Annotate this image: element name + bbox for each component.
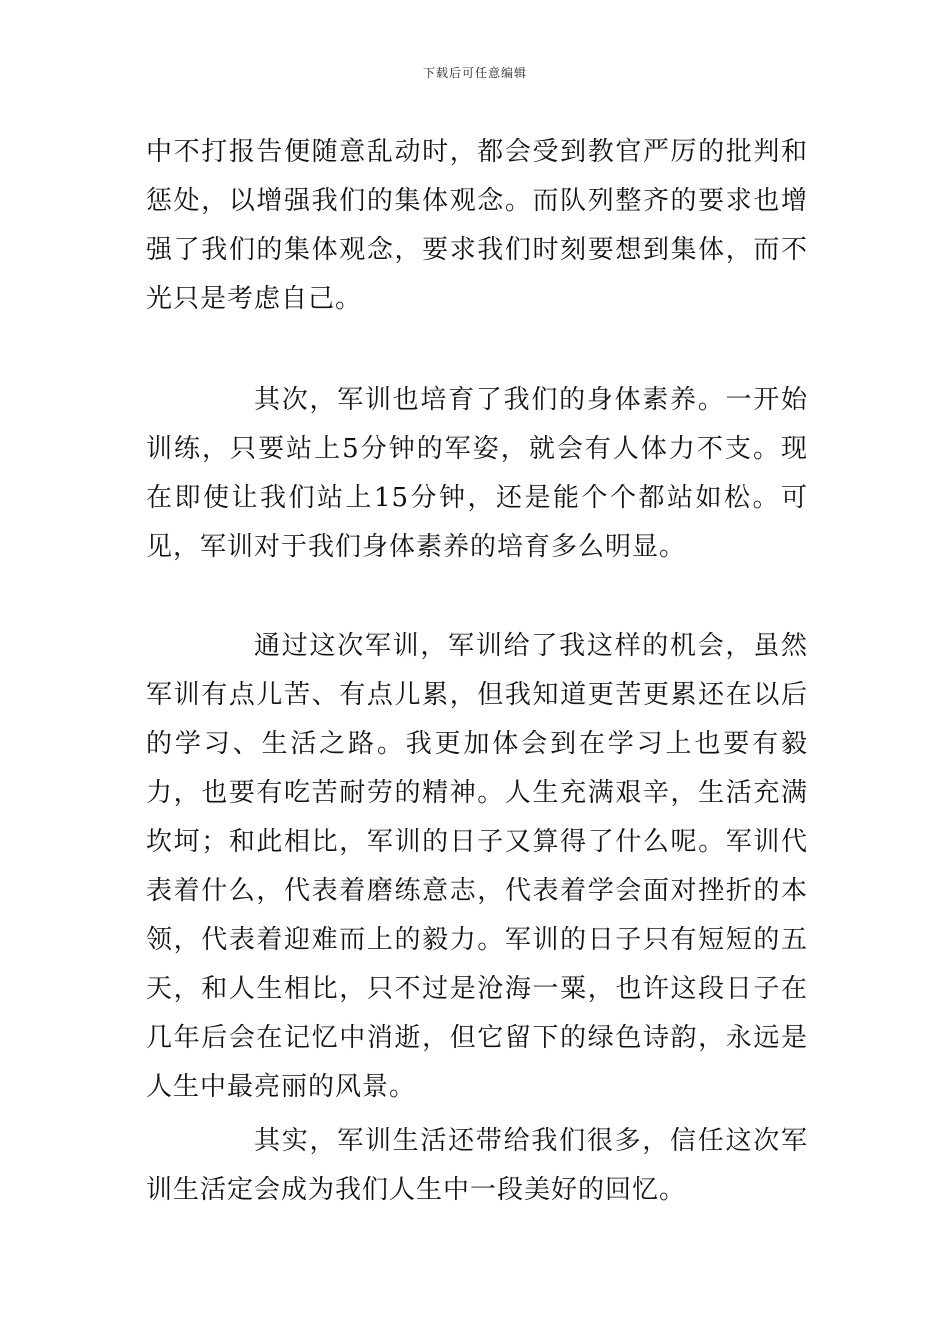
paragraph-continuation: 中不打报告便随意乱动时，都会受到教官严厉的批判和惩处，以增强我们的集体观念。而队列整齐的要求也增强了我们的集体观念，要求我们时刻要想到集体，而不光只是考虑自己。 xyxy=(146,137,808,314)
paragraph-conclusion: 其实，军训生活还带给我们很多，信任这次军训生活定会成为我们人生中一段美好的回忆。 xyxy=(146,1126,808,1205)
page-header-watermark: 下载后可任意编辑 xyxy=(422,66,527,80)
paragraph-physical-fitness: 其次，军训也培育了我们的身体素养。一开始训练，只要站上5分钟的军姿，就会有人体力不支。现在即使让我们站上15分钟，还是能个个都站如松。可见，军训对于我们身体素养的培育多么明显。 xyxy=(146,385,808,562)
paragraph-military-training-reflection: 通过这次军训，军训给了我这样的机会，虽然军训有点儿苦、有点儿累，但我知道更苦更累还在以后的学习、生活之路。我更加体会到在学习上也要有毅力，也要有吃苦耐劳的精神。人生充满艰辛，生活充满坎坷；和此相比，军训的日子又算得了什么呢。军训代表着什么，代表着磨练意志，代表着学会面对挫折的本领，代表着迎难而上的毅力。军训的日子只有短短的五天，和人生相比，只不过是沧海一粟，也许这段日子在几年后会在记忆中消逝，但它留下的绿色诗韵，永远是人生中最亮丽的风景。 xyxy=(146,631,808,1102)
